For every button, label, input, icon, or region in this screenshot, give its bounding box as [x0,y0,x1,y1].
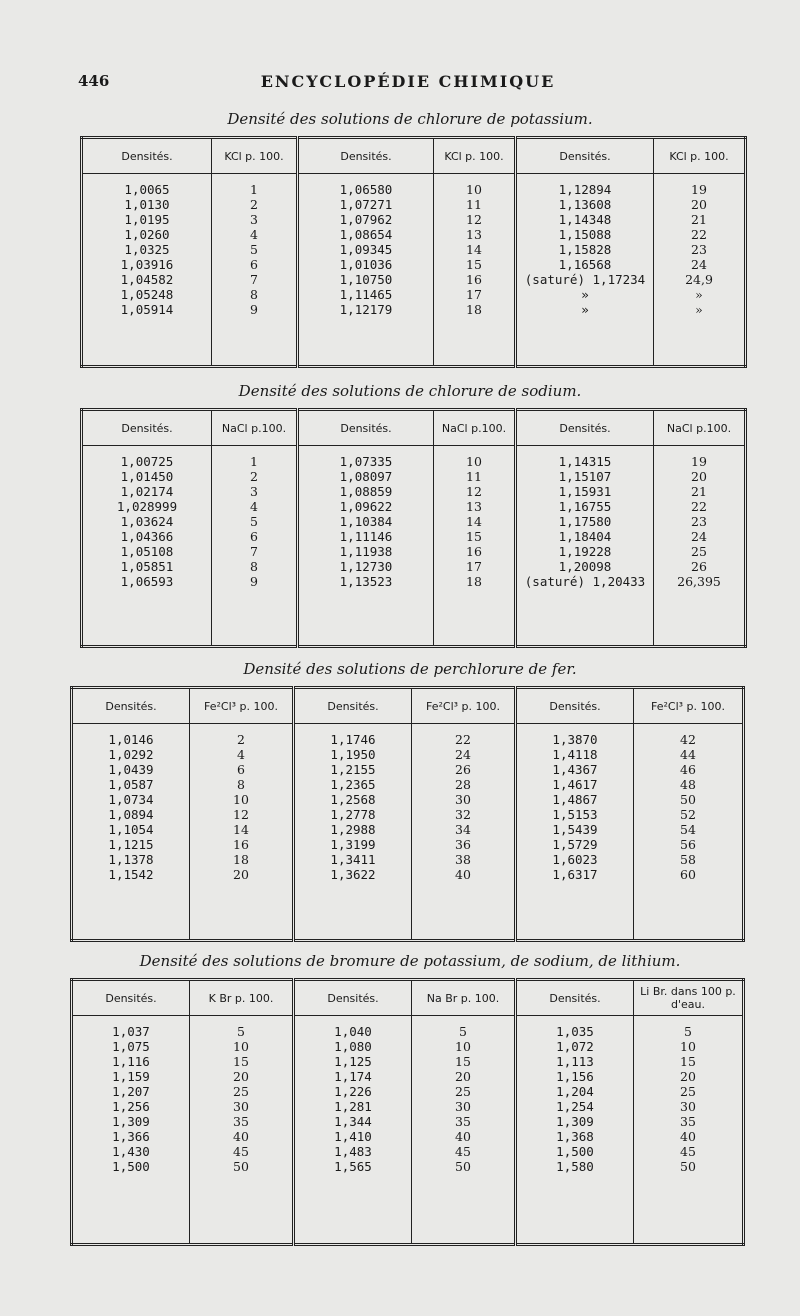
table-cell: 5 [459,1024,467,1039]
table-title-bromides: Densité des solutions de bromure de potassium, de sodium, de lithium. [139,952,681,970]
table-cell: 1,4367 [552,762,598,777]
table-cell: 1,12179 [339,302,393,317]
table-cell: » [695,302,703,317]
table-cell: 21 [691,212,707,227]
table-cell: 1,14315 [558,454,612,469]
table-cell: 21 [691,484,707,499]
header-cell: Fe²Cl³ p. 100. [412,688,516,724]
percent-column [434,446,516,647]
table-cell: 3 [250,212,258,227]
table-cell: 1,0325 [124,242,170,257]
table-cell: 1,1378 [108,852,154,867]
percent-column [190,1016,294,1245]
table-cell: 1,07962 [339,212,393,227]
table-cell: 1,2365 [330,777,376,792]
table-cell: 1,17580 [558,514,612,529]
table-potassium-chloride [80,136,747,368]
table-cell: 1,037 [112,1024,150,1039]
table-cell: 1,06593 [120,574,174,589]
page-header [78,72,738,94]
percent-column [412,724,516,941]
table-cell: 1,04366 [120,529,174,544]
table-cell: 34 [455,822,471,837]
density-column [516,724,634,941]
table-cell: 1,05108 [120,544,174,559]
table-cell: 4 [250,227,258,242]
table-cell: 1,368 [556,1129,594,1144]
table-cell: 1,3411 [330,852,376,867]
percent-column [212,446,298,647]
table-cell: 19 [691,454,707,469]
table-cell: 28 [455,777,471,792]
table-cell: 14 [233,822,249,837]
table-title-potassium-chloride: Densité des solutions de chlorure de potassium. [227,110,593,128]
table-cell: 11 [466,197,482,212]
table-cell: 1,0587 [108,777,154,792]
table-cell: 1,430 [112,1144,150,1159]
table-cell: 1,07271 [339,197,393,212]
header-cell: Densités. [516,980,634,1016]
header-cell: Fe²Cl³ p. 100. [634,688,744,724]
table-cell: 1,19228 [558,544,612,559]
table-cell: 1,072 [556,1039,594,1054]
table-cell: 1,09622 [339,499,393,514]
table-cell: 15 [466,529,482,544]
density-column [82,446,212,647]
table-cell: 1,15107 [558,469,612,484]
table-cell: 25 [691,544,707,559]
table-cell: 20 [233,867,249,882]
table-cell: 1,174 [334,1069,372,1084]
density-column [294,724,412,941]
header-cell: Fe²Cl³ p. 100. [190,688,294,724]
table-cell: 12 [466,484,482,499]
table-cell: 14 [466,242,482,257]
table-cell: 4 [237,747,245,762]
table-cell: 24 [455,747,471,762]
table-cell: 1,2155 [330,762,376,777]
table-cell: 26 [691,559,707,574]
density-column [82,174,212,367]
header-cell: KCl p. 100. [654,138,746,174]
percent-column [634,724,744,941]
table-cell: 12 [233,807,249,822]
table-cell: 30 [233,1099,249,1114]
table-cell: 16 [466,544,482,559]
table-cell: 6 [250,529,258,544]
header-cell: Densités. [298,410,434,446]
page-number: 446 [78,72,110,90]
table-cell: 35 [233,1114,249,1129]
table-cell: 1,09345 [339,242,393,257]
table-cell: 14 [466,514,482,529]
header-cell: KCl p. 100. [212,138,298,174]
table-cell: 1,07335 [339,454,393,469]
table-cell: 10 [466,454,482,469]
table-cell: 1,256 [112,1099,150,1114]
table-cell: 1,028999 [116,499,178,514]
table-cell: 1,10750 [339,272,393,287]
header-cell: Densités. [82,138,212,174]
table-cell: 1,10384 [339,514,393,529]
table-cell: 1,035 [556,1024,594,1039]
table-cell: 15 [466,257,482,272]
table-cell: 9 [250,574,258,589]
table-cell: 1,4867 [552,792,598,807]
table-cell: 1,0065 [124,182,170,197]
table-cell: 1,08654 [339,227,393,242]
table-cell: 1,113 [556,1054,594,1069]
table-cell: 1,16568 [558,257,612,272]
table-cell: 1,3199 [330,837,376,852]
table-cell: 1,0734 [108,792,154,807]
table-cell: 1,1215 [108,837,154,852]
table-cell: 4 [250,499,258,514]
table-cell: 5 [250,514,258,529]
table-iron-perchloride [70,686,745,942]
table-cell: 22 [691,227,707,242]
table-cell: 1,0260 [124,227,170,242]
table-cell: 12 [466,212,482,227]
table-cell: 42 [680,732,696,747]
percent-column [190,724,294,941]
table-cell: 1,565 [334,1159,372,1174]
percent-column [412,1016,516,1245]
table-cell: 11 [466,469,482,484]
table-cell: 20 [233,1069,249,1084]
table-cell: 50 [233,1159,249,1174]
table-cell: 1,05914 [120,302,174,317]
table-cell: 1,02174 [120,484,174,499]
table-cell: 1,226 [334,1084,372,1099]
table-cell: 5 [237,1024,245,1039]
table-cell: 1 [250,454,258,469]
table-cell: » [695,287,703,302]
table-cell: 1,1054 [108,822,154,837]
table-cell: 25 [680,1084,696,1099]
table-title-sodium-chloride: Densité des solutions de chlorure de sodium. [238,382,582,400]
table-cell: 1,309 [112,1114,150,1129]
table-cell: 15 [455,1054,471,1069]
table-cell: 1,15828 [558,242,612,257]
table-cell: 1,1746 [330,732,376,747]
table-bromides [70,978,745,1246]
table-sodium-chloride [80,408,747,648]
table-cell: 1,500 [112,1159,150,1174]
table-cell: 16 [466,272,482,287]
table-cell: (saturé) 1,17234 [524,272,646,287]
table-cell: 40 [233,1129,249,1144]
table-cell: 8 [250,559,258,574]
table-cell: 50 [680,1159,696,1174]
header-cell: NaCl p.100. [654,410,746,446]
table-cell: 1,11465 [339,287,393,302]
table-cell: 1,4118 [552,747,598,762]
table-cell: 1,03624 [120,514,174,529]
table-cell: 1,5153 [552,807,598,822]
table-cell: » [581,302,589,317]
table-cell: 1,14348 [558,212,612,227]
table-cell: 2 [237,732,245,747]
running-title: ENCYCLOPÉDIE CHIMIQUE [260,72,556,91]
table-cell: 1,0195 [124,212,170,227]
table-cell: 48 [680,777,696,792]
table-cell: 24 [691,257,707,272]
table-cell: (saturé) 1,20433 [524,574,646,589]
table-cell: 15 [233,1054,249,1069]
table-cell: 1,207 [112,1084,150,1099]
table-cell: 1,1542 [108,867,154,882]
table-cell: 45 [233,1144,249,1159]
table-cell: 1,01036 [339,257,393,272]
header-cell: Densités. [516,410,654,446]
table-cell: 6 [250,257,258,272]
table-cell: 17 [466,287,482,302]
percent-column [434,174,516,367]
table-cell: 25 [455,1084,471,1099]
table-cell: 1,06580 [339,182,393,197]
table-cell: 1,12730 [339,559,393,574]
table-cell: 26 [455,762,471,777]
header-cell: Densités. [294,688,412,724]
table-cell: 32 [455,807,471,822]
table-cell: 5 [684,1024,692,1039]
table-cell: 26,395 [677,574,721,589]
header-cell: Densités. [516,138,654,174]
table-title-iron-perchloride: Densité des solutions de perchlorure de fer. [243,660,577,678]
table-cell: 10 [466,182,482,197]
table-cell: 17 [466,559,482,574]
header-cell: Na Br p. 100. [412,980,516,1016]
table-cell: 45 [680,1144,696,1159]
table-cell: 1,366 [112,1129,150,1144]
table-cell: 10 [233,1039,249,1054]
table-cell: 1,204 [556,1084,594,1099]
table-cell: 1,580 [556,1159,594,1174]
table-cell: 46 [680,762,696,777]
table-cell: 1,410 [334,1129,372,1144]
table-cell: » [581,287,589,302]
table-cell: 18 [233,852,249,867]
table-cell: 1,116 [112,1054,150,1069]
table-cell: 20 [455,1069,471,1084]
header-cell: NaCl p.100. [434,410,516,446]
percent-column [654,174,746,367]
table-cell: 40 [455,1129,471,1144]
table-cell: 1,500 [556,1144,594,1159]
table-cell: 7 [250,544,258,559]
table-cell: 5 [250,242,258,257]
table-cell: 8 [237,777,245,792]
table-cell: 1,15088 [558,227,612,242]
table-cell: 1,03916 [120,257,174,272]
table-cell: 45 [455,1144,471,1159]
table-cell: 1,2988 [330,822,376,837]
table-cell: 1,125 [334,1054,372,1069]
density-column [516,1016,634,1245]
table-cell: 1,0292 [108,747,154,762]
density-column [516,174,654,367]
table-cell: 1,483 [334,1144,372,1159]
table-cell: 22 [691,499,707,514]
table-cell: 44 [680,747,696,762]
table-cell: 1,1950 [330,747,376,762]
table-cell: 13 [466,227,482,242]
table-cell: 1,4617 [552,777,598,792]
table-cell: 7 [250,272,258,287]
table-cell: 1,18404 [558,529,612,544]
table-cell: 54 [680,822,696,837]
table-cell: 22 [455,732,471,747]
table-cell: 25 [233,1084,249,1099]
table-cell: 20 [691,469,707,484]
table-cell: 13 [466,499,482,514]
header-cell: Densités. [82,410,212,446]
table-cell: 1,11146 [339,529,393,544]
table-cell: 38 [455,852,471,867]
table-cell: 1,20098 [558,559,612,574]
table-cell: 30 [680,1099,696,1114]
table-cell: 1,12894 [558,182,612,197]
header-cell: Li Br. dans 100 p. d'eau. [634,980,744,1016]
table-cell: 10 [455,1039,471,1054]
table-cell: 1,04582 [120,272,174,287]
table-cell: 15 [680,1054,696,1069]
table-cell: 23 [691,514,707,529]
table-cell: 18 [466,574,482,589]
table-cell: 35 [455,1114,471,1129]
table-cell: 1,16755 [558,499,612,514]
density-column [516,446,654,647]
table-cell: 20 [680,1069,696,1084]
table-cell: 1,0146 [108,732,154,747]
table-cell: 1,08859 [339,484,393,499]
header-cell: Densités. [516,688,634,724]
table-cell: 1,3622 [330,867,376,882]
table-cell: 1,11938 [339,544,393,559]
table-cell: 35 [680,1114,696,1129]
table-cell: 24,9 [685,272,713,287]
table-cell: 1,309 [556,1114,594,1129]
table-cell: 1,0894 [108,807,154,822]
table-cell: 20 [691,197,707,212]
table-cell: 1,15931 [558,484,612,499]
table-cell: 1,00725 [120,454,174,469]
density-column [72,1016,190,1245]
table-cell: 3 [250,484,258,499]
table-cell: 1,13608 [558,197,612,212]
table-cell: 1,040 [334,1024,372,1039]
table-cell: 1,281 [334,1099,372,1114]
table-cell: 1,0130 [124,197,170,212]
header-cell: NaCl p.100. [212,410,298,446]
table-cell: 50 [455,1159,471,1174]
table-cell: 1,05248 [120,287,174,302]
table-cell: 1,3870 [552,732,598,747]
table-cell: 40 [455,867,471,882]
header-cell: Densités. [72,688,190,724]
table-cell: 1,5439 [552,822,598,837]
density-column [298,446,434,647]
table-cell: 19 [691,182,707,197]
table-cell: 50 [680,792,696,807]
table-cell: 9 [250,302,258,317]
table-cell: 16 [233,837,249,852]
table-cell: 52 [680,807,696,822]
table-cell: 1,344 [334,1114,372,1129]
table-cell: 8 [250,287,258,302]
table-cell: 1,6317 [552,867,598,882]
table-cell: 1,01450 [120,469,174,484]
table-cell: 1,2778 [330,807,376,822]
header-cell: Densités. [294,980,412,1016]
table-cell: 6 [237,762,245,777]
percent-column [654,446,746,647]
table-cell: 58 [680,852,696,867]
table-cell: 18 [466,302,482,317]
density-column [294,1016,412,1245]
table-cell: 1 [250,182,258,197]
table-cell: 60 [680,867,696,882]
table-cell: 24 [691,529,707,544]
header-cell: Densités. [72,980,190,1016]
table-cell: 10 [233,792,249,807]
table-cell: 1,159 [112,1069,150,1084]
table-cell: 40 [680,1129,696,1144]
table-cell: 1,080 [334,1039,372,1054]
percent-column [634,1016,744,1245]
density-column [298,174,434,367]
table-cell: 1,075 [112,1039,150,1054]
table-cell: 1,0439 [108,762,154,777]
table-cell: 36 [455,837,471,852]
table-cell: 2 [250,469,258,484]
table-cell: 1,156 [556,1069,594,1084]
table-cell: 30 [455,792,471,807]
table-cell: 1,6023 [552,852,598,867]
table-cell: 1,254 [556,1099,594,1114]
table-cell: 30 [455,1099,471,1114]
header-cell: K Br p. 100. [190,980,294,1016]
table-cell: 56 [680,837,696,852]
table-cell: 23 [691,242,707,257]
density-column [72,724,190,941]
table-cell: 10 [680,1039,696,1054]
table-cell: 1,5729 [552,837,598,852]
header-cell: Densités. [298,138,434,174]
table-cell: 1,2568 [330,792,376,807]
header-cell: KCl p. 100. [434,138,516,174]
table-cell: 1,05851 [120,559,174,574]
table-cell: 1,13523 [339,574,393,589]
percent-column [212,174,298,367]
table-cell: 1,08097 [339,469,393,484]
table-cell: 2 [250,197,258,212]
